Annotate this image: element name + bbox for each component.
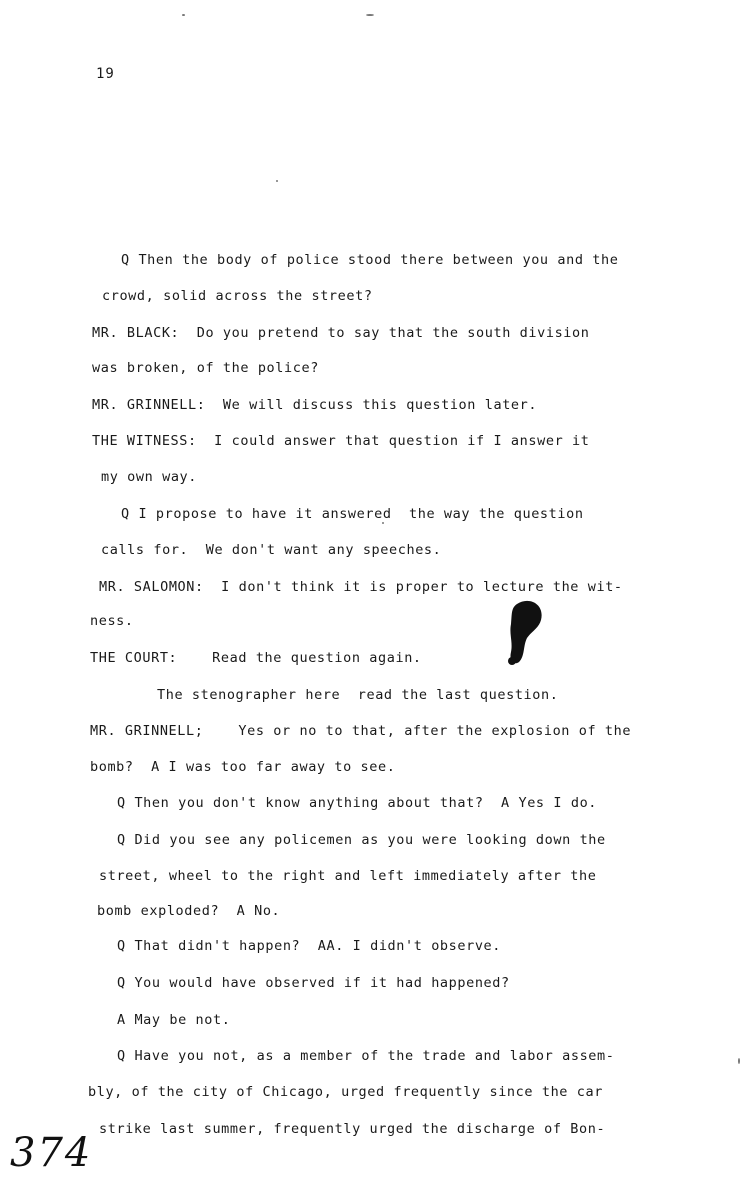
transcript-line: A May be not. <box>117 1012 231 1028</box>
transcript-line: Q You would have observed if it had happened? <box>117 975 510 991</box>
transcript-line: crowd, solid across the street? <box>102 288 373 304</box>
transcript-line: calls for. We don't want any speeches. <box>101 542 442 558</box>
paper-speck <box>382 522 384 524</box>
paper-speck <box>182 14 185 16</box>
transcript-line: Q Then the body of police stood there between you and the <box>121 252 619 268</box>
transcript-line: MR. SALOMON: I don't think it is proper to lecture the wit- <box>99 579 623 595</box>
transcript-line: Q That didn't happen? AA. I didn't observe. <box>117 938 502 954</box>
transcript-line: MR. GRINNELL: We will discuss this question later. <box>92 397 538 413</box>
transcript-line: THE COURT: Read the question again. <box>90 650 422 666</box>
transcript-line: Q I propose to have it answered the way the question <box>121 506 584 522</box>
transcript-line: MR. BLACK: Do you pretend to say that the south division <box>92 325 590 341</box>
transcript-line: MR. GRINNELL; Yes or no to that, after the explosion of the <box>90 723 632 739</box>
transcript-line: bly, of the city of Chicago, urged frequently since the car <box>88 1084 603 1100</box>
paper-speck <box>366 14 374 16</box>
paper-speck <box>276 180 278 182</box>
handwritten-page-number: 374 <box>10 1130 93 1176</box>
transcript-line: street, wheel to the right and left immediately after the <box>99 868 597 884</box>
page-number: 19 <box>96 66 115 82</box>
ink-blot <box>497 598 551 668</box>
transcript-line: Q Did you see any policemen as you were looking down the <box>117 832 606 848</box>
transcript-line: was broken, of the police? <box>92 360 319 376</box>
transcript-line: strike last summer, frequently urged the discharge of Bon- <box>99 1121 606 1137</box>
paper-speck <box>738 1058 740 1064</box>
transcript-line: THE WITNESS: I could answer that question if I answer it <box>92 433 590 449</box>
transcript-line: ness. <box>90 613 134 629</box>
transcript-line: Q Have you not, as a member of the trade and labor assem- <box>117 1048 615 1064</box>
transcript-line: Q Then you don't know anything about that? A Yes I do. <box>117 795 598 811</box>
transcript-line: my own way. <box>101 469 198 485</box>
transcript-line: bomb? A I was too far away to see. <box>90 759 396 775</box>
transcript-line: bomb exploded? A No. <box>97 903 281 919</box>
transcript-line: The stenographer here read the last question. <box>157 687 559 703</box>
